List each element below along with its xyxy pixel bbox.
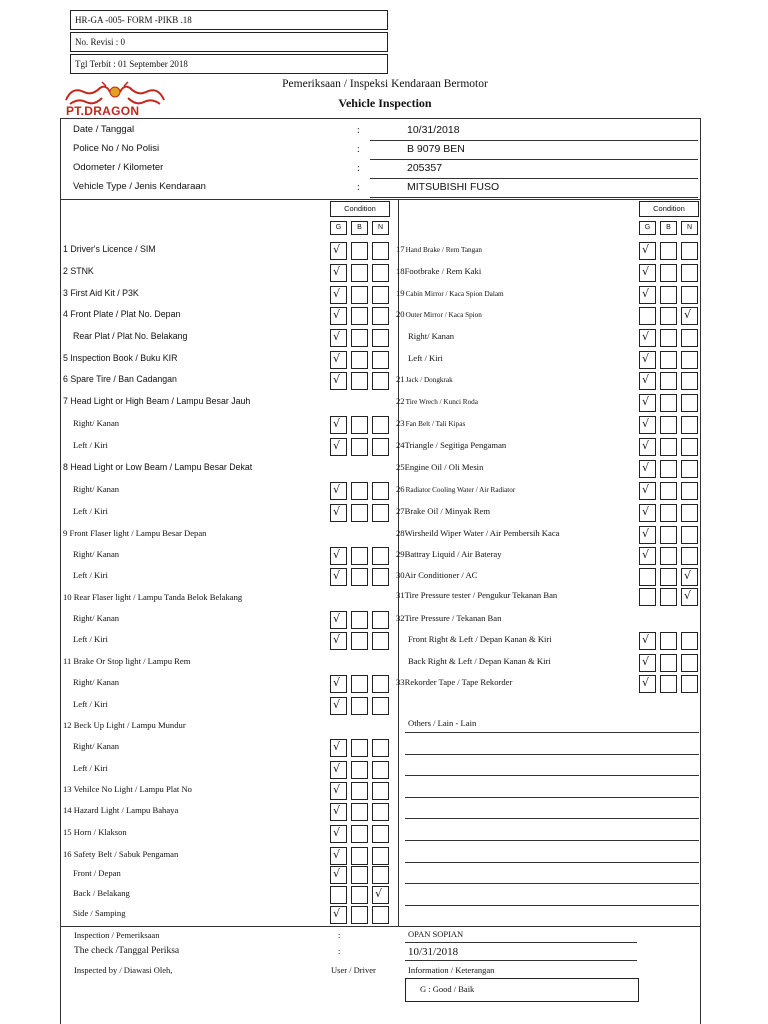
left-item-label: Right/ Kanan	[73, 613, 120, 623]
left-checkbox-g[interactable]: √	[330, 782, 347, 800]
left-checkbox-n[interactable]	[372, 568, 389, 586]
checklist-bottom-line	[60, 926, 700, 927]
right-item-text: Air Conditioner / AC	[404, 570, 478, 580]
left-checkbox-g[interactable]: √	[330, 906, 347, 924]
left-checkbox-b[interactable]	[351, 886, 368, 904]
left-checkbox-n[interactable]	[372, 632, 389, 650]
left-item-label: 2 STNK	[63, 266, 94, 276]
left-checkbox-b[interactable]	[351, 697, 368, 715]
left-item-label: Right/ Kanan	[73, 418, 120, 428]
others-line	[405, 797, 699, 798]
right-item-text: Tire Pressure tester / Pengukur Tekanan Ban	[404, 590, 558, 600]
left-item-label: Left / Kiri	[73, 440, 108, 450]
left-checkbox-g[interactable]: √	[330, 568, 347, 586]
info-colon: :	[357, 144, 360, 155]
right-item-text: Battray Liquid / Air Bateray	[404, 549, 502, 559]
issue-date: Tgl Terbit : 01 September 2018	[75, 59, 188, 69]
right-item-number: 27	[396, 506, 405, 516]
left-checkbox-n[interactable]	[372, 866, 389, 884]
right-checkbox-g[interactable]	[639, 568, 656, 586]
right-checkbox-n[interactable]	[681, 372, 698, 390]
right-checkbox-n[interactable]	[681, 329, 698, 347]
right-item-label	[408, 634, 552, 644]
right-item-text: Outer Mirror / Kaca Spion	[405, 311, 482, 319]
left-checkbox-g[interactable]: √	[330, 329, 347, 347]
left-item-label: 11 Brake Or Stop light / Lampu Rem	[63, 656, 191, 666]
others-line	[405, 754, 699, 755]
left-checkbox-b[interactable]	[351, 242, 368, 260]
left-checkbox-n[interactable]	[372, 286, 389, 304]
right-checkbox-n[interactable]: √	[681, 588, 698, 606]
right-checkbox-g[interactable]: √	[639, 438, 656, 456]
left-checkbox-n[interactable]	[372, 438, 389, 456]
left-checkbox-g[interactable]: √	[330, 504, 347, 522]
left-item-label: Right/ Kanan	[73, 677, 120, 687]
left-item-label: Rear Plat / Plat No. Belakang	[73, 331, 188, 341]
left-header-b: B	[351, 221, 368, 235]
right-item-number: 32	[396, 613, 405, 623]
left-checkbox-n[interactable]	[372, 242, 389, 260]
info-colon: :	[357, 163, 360, 174]
left-item-label: 3 First Aid Kit / P3K	[63, 288, 139, 298]
check-date-label: The check /Tanggal Periksa	[74, 946, 180, 956]
revision-box	[70, 32, 388, 52]
right-item-label	[396, 440, 506, 450]
right-checkbox-g[interactable]: √	[639, 547, 656, 565]
right-item-label	[396, 677, 512, 687]
right-checkbox-g[interactable]: √	[639, 504, 656, 522]
left-checkbox-g[interactable]: √	[330, 761, 347, 779]
legend-good: G : Good / Baik	[420, 984, 475, 994]
right-item-text: Tire Wrech / Kunci Roda	[405, 398, 478, 406]
left-checkbox-b[interactable]	[351, 906, 368, 924]
right-item-text: Cabin Mirror / Kaca Spion Dalam	[405, 290, 504, 298]
inspection-colon: :	[338, 930, 341, 940]
left-checkbox-b[interactable]	[351, 847, 368, 865]
right-checkbox-g[interactable]: √	[639, 394, 656, 412]
right-item-number: 21	[396, 374, 405, 384]
right-item-label	[396, 506, 490, 516]
right-item-number: 28	[396, 528, 405, 538]
left-header-n: N	[372, 221, 389, 235]
left-checkbox-b[interactable]	[351, 372, 368, 390]
right-checkbox-b[interactable]	[660, 416, 677, 434]
left-checkbox-b[interactable]	[351, 866, 368, 884]
left-checkbox-b[interactable]	[351, 547, 368, 565]
company-name: PT.DRAGON	[66, 104, 140, 118]
left-checkbox-g[interactable]: √	[330, 264, 347, 282]
left-checkbox-b[interactable]	[351, 438, 368, 456]
info-label: Odometer / Kilometer	[73, 162, 164, 173]
right-item-text: Left / Kiri	[408, 353, 443, 363]
right-checkbox-n[interactable]	[681, 654, 698, 672]
right-checkbox-n[interactable]	[681, 482, 698, 500]
left-item-label: Left / Kiri	[73, 763, 108, 773]
others-line	[405, 732, 699, 733]
right-item-label	[408, 331, 454, 341]
right-checkbox-b[interactable]	[660, 329, 677, 347]
left-checkbox-b[interactable]	[351, 825, 368, 843]
right-checkbox-b[interactable]	[660, 547, 677, 565]
left-item-label: 1 Driver's Licence / SIM	[63, 244, 156, 254]
left-checkbox-g[interactable]: √	[330, 803, 347, 821]
left-checkbox-n[interactable]	[372, 329, 389, 347]
right-checkbox-n[interactable]	[681, 242, 698, 260]
left-checkbox-b[interactable]	[351, 264, 368, 282]
left-checkbox-b[interactable]	[351, 803, 368, 821]
left-item-label: 13 Vehilce No Light / Lampu Plat No	[63, 784, 192, 794]
right-checkbox-g[interactable]: √	[639, 482, 656, 500]
right-item-number: 31	[396, 590, 405, 600]
left-checkbox-g[interactable]: √	[330, 547, 347, 565]
legend-box	[405, 978, 639, 1002]
form-subtitle: Vehicle Inspection	[338, 96, 432, 110]
right-item-text: Fan Belt / Tali Kipas	[405, 420, 466, 428]
left-checkbox-n[interactable]	[372, 739, 389, 757]
form-code: HR-GA -005- FORM -PIKB .18	[75, 15, 192, 25]
right-checkbox-n[interactable]: √	[681, 568, 698, 586]
frame-left-line	[60, 118, 61, 1024]
right-item-number: 22	[396, 396, 405, 406]
right-item-number: 33	[396, 677, 405, 687]
right-item-label	[396, 528, 559, 538]
others-line	[405, 862, 699, 863]
left-checkbox-g[interactable]: √	[330, 372, 347, 390]
left-checkbox-n[interactable]	[372, 482, 389, 500]
left-checkbox-g[interactable]: √	[330, 866, 347, 884]
left-checkbox-n[interactable]	[372, 351, 389, 369]
left-checkbox-b[interactable]	[351, 307, 368, 325]
right-checkbox-g[interactable]: √	[639, 286, 656, 304]
left-checkbox-b[interactable]	[351, 351, 368, 369]
info-value: 10/31/2018	[407, 124, 460, 136]
left-checkbox-n[interactable]	[372, 264, 389, 282]
right-item-text: Wirsheild Wiper Water / Air Pembersih Kaca	[404, 528, 560, 538]
right-item-number: 17	[396, 244, 405, 254]
left-checkbox-b[interactable]	[351, 286, 368, 304]
right-checkbox-b[interactable]	[660, 588, 677, 606]
right-item-label	[396, 590, 557, 600]
right-checkbox-n[interactable]	[681, 438, 698, 456]
right-item-text: Front Right & Left / Depan Kanan & Kiri	[408, 634, 552, 644]
frame-right-line	[700, 118, 701, 1024]
left-checkbox-n[interactable]	[372, 761, 389, 779]
left-checkbox-b[interactable]	[351, 568, 368, 586]
left-item-label: 4 Front Plate / Plat No. Depan	[63, 309, 181, 319]
right-item-label	[396, 309, 482, 319]
left-checkbox-b[interactable]	[351, 611, 368, 629]
left-checkbox-n[interactable]	[372, 906, 389, 924]
right-checkbox-n[interactable]	[681, 632, 698, 650]
info-value: 205357	[407, 162, 443, 174]
left-checkbox-g[interactable]	[330, 886, 347, 904]
info-label: Date / Tanggal	[73, 124, 135, 135]
right-checkbox-n[interactable]	[681, 504, 698, 522]
left-checkbox-g[interactable]: √	[330, 286, 347, 304]
left-item-label: Right/ Kanan	[73, 484, 120, 494]
right-item-label	[396, 484, 515, 494]
left-checkbox-g[interactable]: √	[330, 632, 347, 650]
right-checkbox-b[interactable]	[660, 264, 677, 282]
right-item-text: Back Right & Left / Depan Kanan & Kiri	[408, 656, 551, 666]
right-item-text: Brake Oil / Minyak Rem	[404, 506, 491, 516]
right-item-text: Triangle / Segitiga Pengaman	[404, 440, 507, 450]
right-header-n: N	[681, 221, 698, 235]
right-condition-header	[639, 201, 699, 217]
right-item-label	[396, 288, 504, 298]
right-item-number: 25	[396, 462, 405, 472]
right-checkbox-b[interactable]	[660, 438, 677, 456]
right-item-number: 24	[396, 440, 405, 450]
left-item-label: 6 Spare Tire / Ban Cadangan	[63, 374, 177, 384]
right-header-b: B	[660, 221, 677, 235]
left-item-label: Side / Samping	[73, 908, 126, 918]
info-label: Vehicle Type / Jenis Kendaraan	[73, 181, 206, 192]
others-label: Others / Lain - Lain	[408, 718, 477, 728]
left-checkbox-n[interactable]	[372, 504, 389, 522]
others-line	[405, 818, 699, 819]
left-checkbox-n[interactable]	[372, 372, 389, 390]
frame-top-line	[60, 118, 700, 119]
right-checkbox-n[interactable]	[681, 351, 698, 369]
left-item-label: 7 Head Light or High Beam / Lampu Besar Jauh	[63, 396, 251, 406]
info-value: B 9079 BEN	[407, 143, 465, 155]
left-item-label: 12 Beck Up Light / Lampu Mundur	[63, 720, 186, 730]
right-checkbox-g[interactable]	[639, 588, 656, 606]
right-item-number: 29	[396, 549, 405, 559]
right-checkbox-b[interactable]	[660, 351, 677, 369]
right-item-label	[396, 244, 482, 254]
right-item-text: Footbrake / Rem Kaki	[404, 266, 482, 276]
left-checkbox-g[interactable]: √	[330, 482, 347, 500]
left-item-label: 5 Inspection Book / Buku KIR	[63, 353, 178, 363]
left-item-label: Right/ Kanan	[73, 549, 120, 559]
left-checkbox-n[interactable]	[372, 307, 389, 325]
right-checkbox-b[interactable]	[660, 372, 677, 390]
right-checkbox-b[interactable]	[660, 632, 677, 650]
right-item-text: Right/ Kanan	[408, 331, 455, 341]
right-checkbox-n[interactable]	[681, 675, 698, 693]
right-item-label	[396, 396, 478, 406]
info-label: Police No / No Polisi	[73, 143, 160, 154]
others-line	[405, 840, 699, 841]
left-condition-header	[330, 201, 390, 217]
form-title: Pemeriksaan / Inspeksi Kendaraan Bermotor	[282, 78, 488, 90]
check-date-colon: :	[338, 946, 341, 956]
info-colon: :	[357, 125, 360, 136]
left-item-label: Front / Depan	[73, 868, 121, 878]
info-underline	[370, 159, 698, 160]
left-checkbox-b[interactable]	[351, 761, 368, 779]
right-checkbox-g[interactable]: √	[639, 416, 656, 434]
right-item-text: Jack / Dongkrak	[405, 376, 453, 384]
left-item-label: Back / Belakang	[73, 888, 130, 898]
left-item-label: 14 Hazard Light / Lampu Bahaya	[63, 805, 179, 815]
right-checkbox-g[interactable]: √	[639, 242, 656, 260]
left-checkbox-n[interactable]	[372, 611, 389, 629]
right-item-label	[396, 570, 477, 580]
left-checkbox-n[interactable]: √	[372, 886, 389, 904]
right-item-label	[396, 613, 501, 623]
right-checkbox-b[interactable]	[660, 394, 677, 412]
left-checkbox-b[interactable]	[351, 504, 368, 522]
left-checkbox-g[interactable]: √	[330, 416, 347, 434]
left-checkbox-g[interactable]: √	[330, 242, 347, 260]
others-line	[405, 775, 699, 776]
check-date-value: 10/31/2018	[408, 946, 459, 958]
left-item-label: 9 Front Flaser light / Lampu Besar Depan	[63, 528, 207, 538]
left-item-label: 10 Rear Flaser light / Lampu Tanda Belok Belakang	[63, 592, 243, 602]
right-checkbox-b[interactable]	[660, 307, 677, 325]
right-checkbox-b[interactable]	[660, 654, 677, 672]
right-item-text: Engine Oil / Oli Mesin	[404, 462, 484, 472]
right-item-label	[396, 418, 465, 428]
right-checkbox-n[interactable]	[681, 526, 698, 544]
right-checkbox-b[interactable]	[660, 526, 677, 544]
left-item-label: 15 Horn / Klakson	[63, 827, 127, 837]
issue-date-box	[70, 54, 388, 74]
others-line	[405, 905, 699, 906]
right-checkbox-b[interactable]	[660, 242, 677, 260]
left-item-label: 8 Head Light or Low Beam / Lampu Besar Dekat	[63, 462, 253, 472]
left-checkbox-n[interactable]	[372, 803, 389, 821]
right-checkbox-n[interactable]	[681, 394, 698, 412]
left-item-label: Left / Kiri	[73, 570, 108, 580]
right-checkbox-n[interactable]	[681, 286, 698, 304]
right-item-text: Rekorder Tape / Tape Rekorder	[404, 677, 513, 687]
left-checkbox-b[interactable]	[351, 782, 368, 800]
form-code-box	[70, 10, 388, 30]
left-checkbox-g[interactable]: √	[330, 611, 347, 629]
left-checkbox-g[interactable]: √	[330, 739, 347, 757]
right-checkbox-b[interactable]	[660, 504, 677, 522]
right-item-number: 30	[396, 570, 405, 580]
right-item-number: 20	[396, 309, 405, 319]
left-checkbox-g[interactable]: √	[330, 351, 347, 369]
right-item-label	[408, 656, 551, 666]
info-underline	[370, 197, 698, 198]
right-checkbox-b[interactable]	[660, 482, 677, 500]
user-driver-label: User / Driver	[331, 965, 376, 975]
left-checkbox-n[interactable]	[372, 782, 389, 800]
left-item-label: 16 Safety Belt / Sabuk Pengaman	[63, 849, 179, 859]
left-item-label: Left / Kiri	[73, 699, 108, 709]
right-checkbox-g[interactable]	[639, 307, 656, 325]
inspected-by-label: Inspected by / Diawasi Oleh,	[74, 965, 173, 975]
right-checkbox-g[interactable]: √	[639, 329, 656, 347]
right-condition-title: Condition	[653, 204, 685, 213]
right-item-number: 26	[396, 484, 405, 494]
right-item-label	[396, 266, 481, 276]
info-bottom-line	[60, 199, 700, 200]
info-underline	[370, 178, 698, 179]
right-checkbox-b[interactable]	[660, 286, 677, 304]
right-item-text: Hand Brake / Rem Tangan	[405, 246, 483, 254]
right-checkbox-b[interactable]	[660, 460, 677, 478]
left-checkbox-b[interactable]	[351, 482, 368, 500]
left-item-label: Left / Kiri	[73, 634, 108, 644]
right-item-number: 19	[396, 288, 405, 298]
inspection-label: Inspection / Pemeriksaan	[74, 930, 160, 940]
right-checkbox-n[interactable]	[681, 264, 698, 282]
right-item-number: 18	[396, 266, 405, 276]
left-checkbox-n[interactable]	[372, 847, 389, 865]
right-checkbox-g[interactable]: √	[639, 675, 656, 693]
inspector-name: OPAN SOPIAN	[408, 929, 464, 939]
right-item-text: Tire Pressure / Tekanan Ban	[404, 613, 502, 623]
right-checkbox-b[interactable]	[660, 675, 677, 693]
right-checkbox-n[interactable]: √	[681, 307, 698, 325]
left-item-label: Right/ Kanan	[73, 741, 120, 751]
left-checkbox-n[interactable]	[372, 675, 389, 693]
left-item-label: Left / Kiri	[73, 506, 108, 516]
right-checkbox-n[interactable]	[681, 416, 698, 434]
right-checkbox-n[interactable]	[681, 460, 698, 478]
left-checkbox-b[interactable]	[351, 416, 368, 434]
check-date-line	[405, 960, 637, 961]
right-item-number: 23	[396, 418, 405, 428]
information-label: Information / Keterangan	[408, 965, 495, 975]
info-value: MITSUBISHI FUSO	[407, 181, 500, 193]
left-condition-title: Condition	[344, 204, 376, 213]
info-colon: :	[357, 182, 360, 193]
right-header-g: G	[639, 221, 656, 235]
others-line	[405, 883, 699, 884]
right-item-label	[396, 374, 453, 384]
revision-number: No. Revisi : 0	[75, 37, 126, 47]
right-checkbox-g[interactable]: √	[639, 372, 656, 390]
right-item-label	[396, 549, 502, 559]
left-checkbox-g[interactable]: √	[330, 825, 347, 843]
inspector-line	[405, 942, 637, 943]
right-item-text: Radiator Cooling Water / Air Radiator	[405, 486, 516, 494]
left-checkbox-g[interactable]: √	[330, 675, 347, 693]
left-checkbox-g[interactable]: √	[330, 847, 347, 865]
left-checkbox-b[interactable]	[351, 329, 368, 347]
right-checkbox-g[interactable]: √	[639, 654, 656, 672]
right-checkbox-g[interactable]: √	[639, 351, 656, 369]
right-checkbox-g[interactable]: √	[639, 460, 656, 478]
right-checkbox-n[interactable]	[681, 547, 698, 565]
right-item-label	[408, 353, 443, 363]
left-checkbox-g[interactable]: √	[330, 438, 347, 456]
right-checkbox-g[interactable]: √	[639, 264, 656, 282]
right-item-label	[396, 462, 483, 472]
left-checkbox-b[interactable]	[351, 675, 368, 693]
left-checkbox-b[interactable]	[351, 632, 368, 650]
left-checkbox-n[interactable]	[372, 547, 389, 565]
right-checkbox-g[interactable]: √	[639, 632, 656, 650]
left-checkbox-n[interactable]	[372, 416, 389, 434]
info-underline	[370, 140, 698, 141]
right-checkbox-b[interactable]	[660, 568, 677, 586]
left-checkbox-n[interactable]	[372, 697, 389, 715]
left-checkbox-b[interactable]	[351, 739, 368, 757]
left-checkbox-n[interactable]	[372, 825, 389, 843]
right-checkbox-g[interactable]: √	[639, 526, 656, 544]
left-checkbox-g[interactable]: √	[330, 697, 347, 715]
left-checkbox-g[interactable]: √	[330, 307, 347, 325]
left-header-g: G	[330, 221, 347, 235]
